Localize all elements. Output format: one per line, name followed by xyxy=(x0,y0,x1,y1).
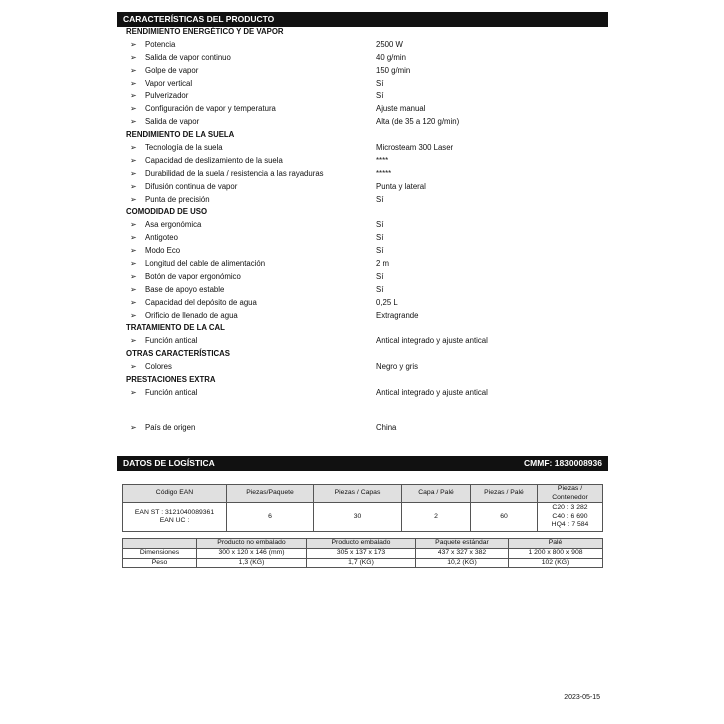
table-row xyxy=(123,549,603,559)
spec-label: Orificio de llenado de agua xyxy=(145,310,238,320)
arrow-bullet-icon: ➢ xyxy=(130,52,137,62)
spec-value: Sí xyxy=(376,220,384,230)
table-row xyxy=(123,558,603,568)
arrow-bullet-icon: ➢ xyxy=(130,39,137,49)
spec-row xyxy=(117,297,608,310)
spec-value: **** xyxy=(376,155,389,165)
spec-value: Sí xyxy=(376,91,384,101)
table-cell: 1,3 (KG) xyxy=(197,558,307,568)
spec-row xyxy=(117,245,608,258)
dim-header-paquete: Paquete estándar xyxy=(416,539,509,549)
arrow-bullet-icon: ➢ xyxy=(130,271,137,281)
spec-label: Salida de vapor continuo xyxy=(145,52,231,62)
ean-table-header-row xyxy=(123,485,603,503)
dimensions-table xyxy=(122,538,603,568)
spec-label: País de origen xyxy=(145,422,196,432)
spec-row xyxy=(117,52,608,65)
product-characteristics-header xyxy=(117,12,608,27)
spec-label: Función antical xyxy=(145,336,198,346)
ean-header-piezas-paquete: Piezas/Paquete xyxy=(227,485,314,503)
spec-label: Botón de vapor ergonómico xyxy=(145,271,241,281)
spec-value: 2500 W xyxy=(376,39,403,49)
table-cell: 1 200 x 800 x 908 xyxy=(509,549,603,559)
ean-table-row xyxy=(123,503,603,532)
spec-row xyxy=(117,90,608,103)
table-cell: Dimensiones xyxy=(123,549,197,559)
arrow-bullet-icon: ➢ xyxy=(130,310,137,320)
spec-label: Capacidad de deslizamiento de la suela xyxy=(145,155,283,165)
spec-value: Punta y lateral xyxy=(376,181,426,191)
arrow-bullet-icon: ➢ xyxy=(130,259,137,269)
arrow-bullet-icon: ➢ xyxy=(130,362,137,372)
spec-row xyxy=(117,284,608,297)
piezas-paquete-value: 6 xyxy=(227,503,314,532)
spec-value: Microsteam 300 Laser xyxy=(376,143,454,153)
spec-row xyxy=(117,155,608,168)
spec-value: 2 m xyxy=(376,259,389,269)
arrow-bullet-icon: ➢ xyxy=(130,78,137,88)
spec-row xyxy=(117,271,608,284)
arrow-bullet-icon: ➢ xyxy=(130,155,137,165)
arrow-bullet-icon: ➢ xyxy=(130,91,137,101)
arrow-bullet-icon: ➢ xyxy=(130,233,137,243)
ean-header-capa-pale: Capa / Palé xyxy=(402,485,471,503)
spec-label: Configuración de vapor y temperatura xyxy=(145,104,276,114)
spec-row xyxy=(117,65,608,78)
spec-value: Ajuste manual xyxy=(376,104,426,114)
ean-header-contenedor: Piezas / Contenedor xyxy=(538,485,603,503)
table-cell: 1,7 (KG) xyxy=(307,558,416,568)
dim-header-embalado: Producto embalado xyxy=(307,539,416,549)
arrow-bullet-icon: ➢ xyxy=(130,168,137,178)
section-title: RENDIMIENTO DE LA SUELA xyxy=(126,130,235,140)
spec-row xyxy=(117,310,608,323)
logistics-header xyxy=(117,456,608,471)
spec-value: Antical integrado y ajuste antical xyxy=(376,387,488,397)
spec-value: Alta (de 35 a 120 g/min) xyxy=(376,117,460,127)
spec-value: 150 g/min xyxy=(376,65,411,75)
dimensions-header-row xyxy=(123,539,603,549)
spec-row xyxy=(117,39,608,52)
spec-row xyxy=(117,422,608,435)
spec-value: ***** xyxy=(376,168,392,178)
cmmf-code: CMMF: 1830008936 xyxy=(524,458,602,468)
spec-value: 40 g/min xyxy=(376,52,406,62)
spec-row xyxy=(117,78,608,91)
arrow-bullet-icon: ➢ xyxy=(130,387,137,397)
ean-table xyxy=(122,484,603,532)
spec-row xyxy=(117,103,608,116)
table-cell: 102 (KG) xyxy=(509,558,603,568)
piezas-pale-value: 60 xyxy=(471,503,538,532)
ean-uc: EAN UC : xyxy=(159,517,190,524)
spec-label: Longitud del cable de alimentación xyxy=(145,259,266,269)
table-cell: 10,2 (KG) xyxy=(416,558,509,568)
spec-label: Durabilidad de la suela / resistencia a las rayaduras xyxy=(145,168,324,178)
spec-label: Punta de precisión xyxy=(145,194,210,204)
spec-value: Sí xyxy=(376,271,384,281)
piezas-capas-value: 30 xyxy=(314,503,402,532)
spec-label: Base de apoyo estable xyxy=(145,284,225,294)
arrow-bullet-icon: ➢ xyxy=(130,297,137,307)
spec-label: Tecnología de la suela xyxy=(145,143,223,153)
arrow-bullet-icon: ➢ xyxy=(130,336,137,346)
spec-row xyxy=(117,142,608,155)
table-cell: 437 x 327 x 382 xyxy=(416,549,509,559)
spec-value: Sí xyxy=(376,78,384,88)
contenedor-c40: C40 : 6 690 xyxy=(552,512,588,520)
section-title: TRATAMIENTO DE LA CAL xyxy=(126,323,225,333)
contenedor-hq4: HQ4 : 7 584 xyxy=(551,521,589,529)
spec-row xyxy=(117,258,608,271)
arrow-bullet-icon: ➢ xyxy=(130,65,137,75)
contenedor-c20: C20 : 3 282 xyxy=(552,504,588,512)
spec-value: Sí xyxy=(376,233,384,243)
spec-value: Extragrande xyxy=(376,310,419,320)
arrow-bullet-icon: ➢ xyxy=(130,117,137,127)
capa-pale-value: 2 xyxy=(402,503,471,532)
table-cell: Peso xyxy=(123,558,197,568)
ean-header-piezas-capas: Piezas / Capas xyxy=(314,485,402,503)
spec-value: Antical integrado y ajuste antical xyxy=(376,336,488,346)
spec-value: Sí xyxy=(376,194,384,204)
arrow-bullet-icon: ➢ xyxy=(130,194,137,204)
spec-label: Asa ergonómica xyxy=(145,220,202,230)
contenedor-cell xyxy=(538,503,603,532)
ean-st: EAN ST : 3121040089361 xyxy=(134,508,215,516)
table-cell: 305 x 137 x 173 xyxy=(307,549,416,559)
dim-header-no-embalado: Producto no embalado xyxy=(197,539,307,549)
spec-label: Vapor vertical xyxy=(145,78,193,88)
spec-label: Golpe de vapor xyxy=(145,65,199,75)
spec-label: Modo Eco xyxy=(145,246,181,256)
spec-value: 0,25 L xyxy=(376,297,398,307)
arrow-bullet-icon: ➢ xyxy=(130,104,137,114)
arrow-bullet-icon: ➢ xyxy=(130,422,137,432)
spec-label: Salida de vapor xyxy=(145,117,200,127)
spec-value: Sí xyxy=(376,246,384,256)
spec-row xyxy=(117,168,608,181)
spec-label: Colores xyxy=(145,362,172,372)
table-cell: 300 x 120 x 146 (mm) xyxy=(197,549,307,559)
spec-value: Negro y gris xyxy=(376,362,419,372)
spec-row xyxy=(117,181,608,194)
spec-label: Función antical xyxy=(145,387,198,397)
spec-value: Sí xyxy=(376,284,384,294)
spec-row xyxy=(117,361,608,374)
ean-header-piezas-pale: Piezas / Palé xyxy=(471,485,538,503)
ean-header-code: Código EAN xyxy=(123,485,227,503)
spec-row xyxy=(117,194,608,207)
arrow-bullet-icon: ➢ xyxy=(130,246,137,256)
dim-header-pale: Palé xyxy=(509,539,603,549)
spec-row xyxy=(117,335,608,348)
spec-label: Pulverizador xyxy=(145,91,189,101)
dim-header-blank xyxy=(123,539,197,549)
spec-label: Potencia xyxy=(145,39,176,49)
section-title: PRESTACIONES EXTRA xyxy=(126,375,216,385)
ean-codes-cell xyxy=(123,503,227,532)
section-title: COMODIDAD DE USO xyxy=(126,207,208,217)
spec-label: Antigoteo xyxy=(145,233,178,243)
arrow-bullet-icon: ➢ xyxy=(130,143,137,153)
logistics-title: DATOS DE LOGÍSTICA xyxy=(123,458,215,468)
arrow-bullet-icon: ➢ xyxy=(130,284,137,294)
spacer xyxy=(117,400,608,422)
spec-row xyxy=(117,387,608,400)
spec-label: Capacidad del depósito de agua xyxy=(145,297,257,307)
spec-row xyxy=(117,219,608,232)
section-title: OTRAS CARACTERÍSTICAS xyxy=(126,349,230,359)
arrow-bullet-icon: ➢ xyxy=(130,220,137,230)
document-date: 2023-05-15 xyxy=(564,694,600,701)
spec-row xyxy=(117,116,608,129)
spec-list xyxy=(117,26,608,435)
product-characteristics-title: CARACTERÍSTICAS DEL PRODUCTO xyxy=(123,14,275,24)
spec-label: Difusión continua de vapor xyxy=(145,181,238,191)
spec-row xyxy=(117,232,608,245)
spec-value: China xyxy=(376,422,397,432)
section-title: RENDIMIENTO ENERGÉTICO Y DE VAPOR xyxy=(126,27,284,36)
arrow-bullet-icon: ➢ xyxy=(130,181,137,191)
